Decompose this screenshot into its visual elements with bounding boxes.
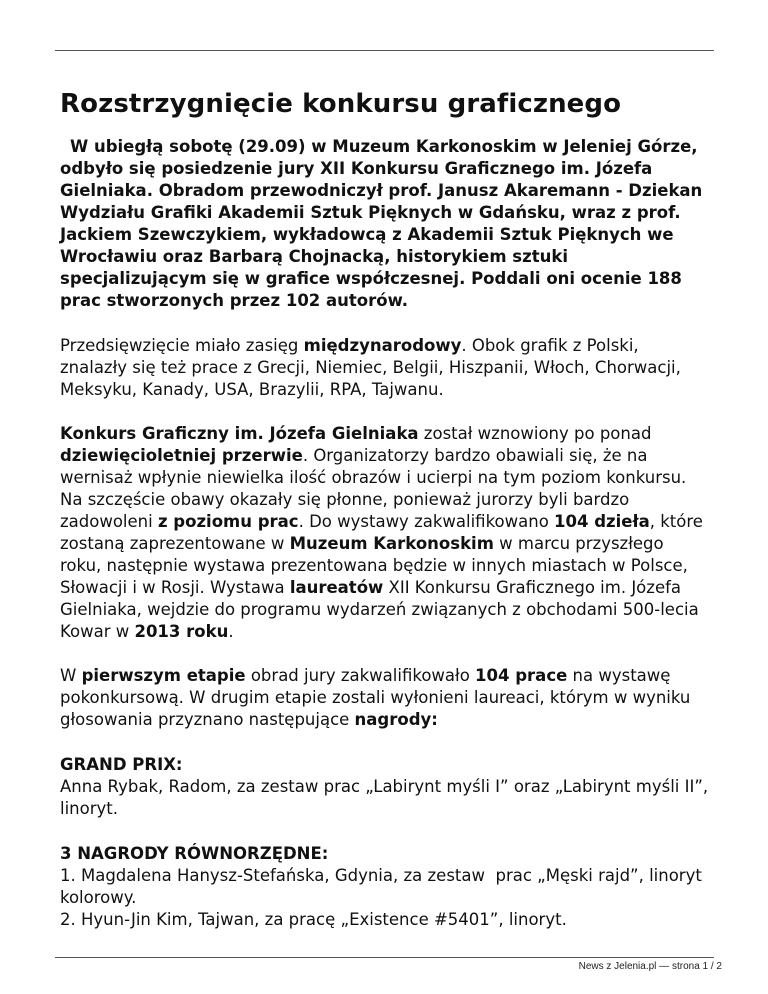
text-span: . — [228, 622, 234, 641]
grand-prix-section — [60, 754, 710, 820]
text-span: . Do wystawy zakwalifikowano — [298, 512, 555, 531]
bold-span: pierwszym etapie — [81, 666, 246, 685]
grand-prix-heading: GRAND PRIX: — [60, 755, 183, 774]
grand-prix-text: Anna Rybak, Radom, za zestaw prac „Labirynt myśli I” oraz „Labirynt myśli II”, linoryt. — [60, 777, 709, 818]
international-paragraph — [60, 335, 710, 401]
page-footer: News z Jelenia.pl — strona 1 / 2 — [578, 961, 722, 972]
text-span: obrad jury zakwalifikowało — [245, 666, 476, 685]
bold-span: 2013 roku — [134, 622, 229, 641]
bold-span: z poziomu prac — [157, 512, 299, 531]
article-title: Rozstrzygnięcie konkursu graficznego — [60, 89, 622, 119]
bold-span: Konkurs Graficzny im. Józefa Gielniaka — [60, 424, 419, 443]
bottom-divider — [55, 957, 714, 958]
three-awards-heading: 3 NAGRODY RÓWNORZĘDNE: — [60, 844, 329, 863]
bold-span: laureatów — [289, 578, 384, 597]
bold-span: Muzeum Karkonoskim — [289, 534, 494, 553]
bold-span: nagrody: — [354, 710, 438, 729]
award-item-1: 1. Magdalena Hanysz-Stefańska, Gdynia, za zestaw prac „Męski rajd”, linoryt kolorowy. — [60, 866, 708, 907]
lead-text: W ubiegłą sobotę (29.09) w Muzeum Karkonoskim w Jeleniej Górze, odbyło się posiedzenie jury XII Konkursu Graficznego im. Józefa Gielniaka. Obradom przewodniczył prof. Janusz Akaremann - Dziekan Wydziału Grafiki Akademii Sztuk Pięknych w Gdańsku, wraz z prof. Jackiem Szewczykiem, wykładowcą z Akademii Sztuk Pięknych we Wrocławiu oraz Barbarą Chojnacką, historykiem sztuki specjalizującym się w grafice współczesnej. Poddali oni ocenie 188 prac stworzonych przez 102 autorów. — [60, 137, 703, 310]
text-span: w marcu przyszłego roku, następnie wystawa prezentowana będzie w innych miastach w Polsce, Słowacji i w Rosji. Wystawa — [60, 534, 688, 597]
bold-span: dziewięcioletniej przerwie — [60, 446, 303, 465]
text-span: . Organizatorzy bardzo obawiali się, że na wernisaż wpłynie niewielka ilość obrazów i ucierpi na tym poziom konkursu. Na szczęście obawy okazały się płonne, ponieważ jurorzy byli bardzo zadowoleni — [60, 446, 687, 531]
award-item-2: 2. Hyun-Jin Kim, Tajwan, za pracę „Existence #5401”, linoryt. — [60, 910, 567, 929]
lead-paragraph — [60, 136, 710, 312]
text-span: na wystawę pokonkursową. W drugim etapie zostali wyłonieni laureaci, którym w wyniku głosowania przyznano następujące — [60, 666, 691, 729]
text-span: W — [60, 666, 82, 685]
text-span: Przedsięwzięcie miało zasięg — [60, 336, 304, 355]
three-awards-section — [60, 843, 710, 931]
top-divider — [55, 50, 714, 51]
bold-span: 104 prace — [475, 666, 568, 685]
text-span: XII Konkursu Graficznego im. Józefa Gielniaka, wejdzie do programu wydarzeń związanych z obchodami 500-lecia Kowar w — [60, 578, 699, 641]
text-span: , które zostaną zaprezentowane w — [60, 512, 703, 553]
article — [60, 80, 710, 931]
bold-span: międzynarodowy — [303, 336, 462, 355]
text-span: został wznowiony po ponad — [418, 424, 652, 443]
contest-paragraph — [60, 423, 710, 643]
text-span: . Obok grafik z Polski, znalazły się też prace z Grecji, Niemiec, Belgii, Hiszpanii, Włoch, Chorwacji, Meksyku, Kanady, USA, Brazylii, RPA, Tajwanu. — [60, 336, 681, 399]
stages-paragraph — [60, 665, 710, 731]
bold-span: 104 dzieła — [554, 512, 650, 531]
